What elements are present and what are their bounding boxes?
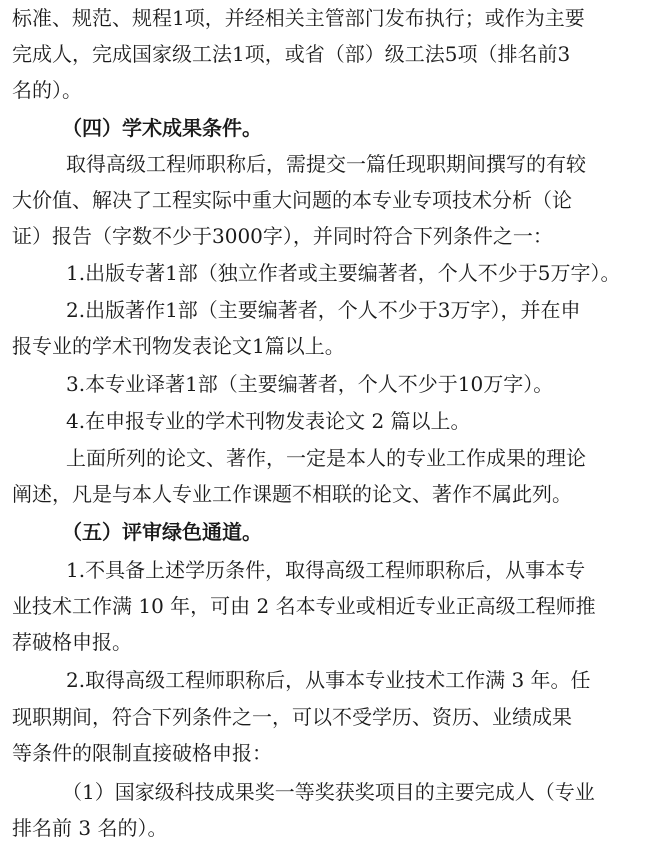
list-item: 2.取得高级工程师职称后，从事本专业技术工作满 3 年。任 [66,668,591,692]
text-line: 标准、规范、规程1项，并经相关主管部门发布执行；或作为主要 [12,6,585,30]
text-line: 取得高级工程师职称后，需提交一篇任现职期间撰写的有较 [66,152,586,176]
text-line: 大价值、解决了工程实际中重大问题的本专业专项技术分析（论 [12,188,572,212]
section-heading-academic: （四）学术成果条件。 [62,116,262,140]
text-line: 荐破格申报。 [12,630,132,654]
text-line: 名的）。 [12,78,82,102]
text-line: 阐述，凡是与本人专业工作课题不相联的论文、著作不属此列。 [12,482,572,506]
text-line: 完成人，完成国家级工法1项，或省（部）级工法5项（排名前3 [12,42,571,66]
text-line: 现职期间，符合下列条件之一，可以不受学历、资历、业绩成果 [12,705,572,729]
text-line: 业技术工作满 10 年，可由 2 名本专业或相近专业正高级工程师推 [12,594,596,618]
section-heading-green-channel: （五）评审绿色通道。 [62,520,262,544]
text-line: 排名前 3 名的）。 [12,816,168,840]
list-item: 4.在申报专业的学术刊物发表论文 2 篇以上。 [66,409,471,433]
list-item: 1.出版专著1部（独立作者或主要编著者，个人不少于5万字）。 [66,261,621,285]
list-item: 2.出版著作1部（主要编著者，个人不少于3万字），并在申 [66,298,581,322]
text-line: 上面所列的论文、著作，一定是本人的专业工作成果的理论 [66,446,586,470]
list-item: 3.本专业译著1部（主要编著者，个人不少于10万字）。 [66,372,554,396]
list-item: （1）国家级科技成果奖一等奖获奖项目的主要完成人（专业 [62,780,595,804]
list-item: 1.不具备上述学历条件，取得高级工程师职称后，从事本专 [66,558,586,582]
text-line: 报专业的学术刊物发表论文1篇以上。 [12,334,345,358]
text-line: 证）报告（字数不少于3000字），并同时符合下列条件之一： [12,224,553,248]
text-line: 等条件的限制直接破格申报： [12,741,272,765]
